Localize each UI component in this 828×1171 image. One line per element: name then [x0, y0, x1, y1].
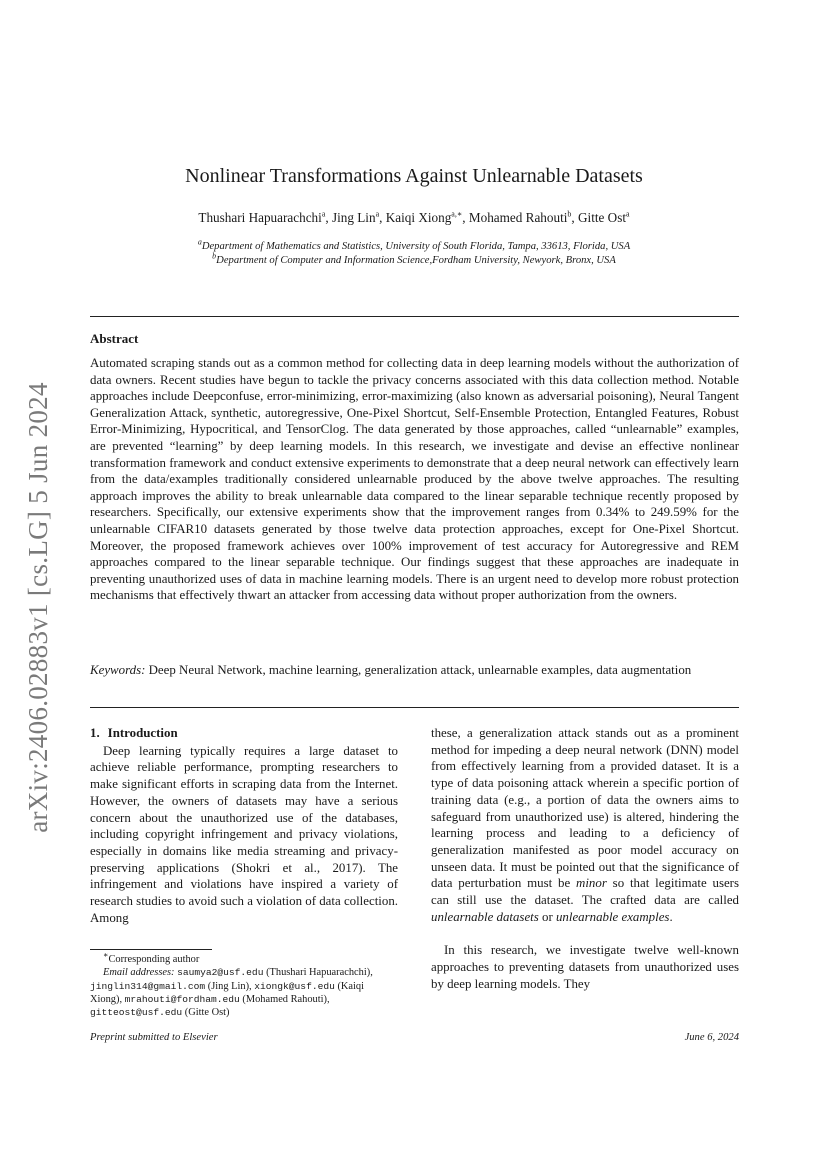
- arxiv-identifier-text: arXiv:2406.02883v1 [cs.LG] 5 Jun 2024: [22, 381, 53, 833]
- left-column: [90, 725, 398, 926]
- footer-date: June 6, 2024: [684, 1032, 739, 1043]
- affiliation-b: $^b$Department of Computer and Information Science,Fordham University, Newyork, Bronx, USA: [212, 251, 616, 266]
- abstract-top-rule: [90, 316, 739, 317]
- author: Jing Lin$^a$,: [331, 209, 386, 225]
- email-link[interactable]: mrahouti@fordham.edu: [124, 993, 240, 1005]
- abstract-heading: Abstract: [90, 331, 139, 346]
- author: Mohamed Rahouti$^b$,: [468, 209, 579, 225]
- section-number: 1.: [90, 726, 100, 740]
- footer-preprint-note: Preprint submitted to Elsevier: [90, 1032, 218, 1043]
- paper-title: Nonlinear Transformations Against Unlearnable Datasets: [185, 165, 643, 187]
- email-addresses: [90, 966, 398, 1019]
- affiliation-a: $^a$Department of Mathematics and Statistics, University of South Florida, Tampa, 33613, Florida, USA: [197, 237, 631, 252]
- author-list: [0, 210, 828, 226]
- intro-paragraph-1: Deep learning typically requires a large dataset to achieve reliable performance, prompting researchers to make significant efforts in scraping data from the Internet. However, the owners of datasets may have a serious concern about the unauthorized use of the databases, including copyright infringement and privacy violations, especially in domains like media streaming and privacy-preserving applications (Shokri et al., 2017). The infringement and violations have inspired a variety of research studies to avoid such a violation of data collection. Among: [90, 743, 398, 925]
- email-entry: jinglin314@gmail.com (Jing Lin),: [90, 980, 255, 992]
- abstract-body: Automated scraping stands out as a common method for collecting data in deep learning models without the authorization of data owners. Recent studies have begun to tackle the privacy concerns associated with this data collection method. Notable approaches include Deepconfuse, error-minimizing, error-maximizing (also known as adversarial poisoning), Neural Tangent Generalization Attack, synthetic, autoregressive, One-Pixel Shortcut, Self-Ensemble Protection, Entangled Features, Robust Error-Minimizing, Hypocritical, and TensorClog. The data generated by those approaches, called “unlearnable” examples, are prevented “learning” by deep learning models. In this research, we investigate and devise an effective nonlinear transformation framework and conduct extensive experiments to demonstrate that a deep neural network can effectively learn from the data/examples traditionally considered unlearnable produced by the above twelve approaches. The resulting approach improves the ability to break unlearnable data compared to the linear separable technique recently proposed by researchers. Specifically, our extensive experiments show that the improvement ranges from 0.34% to 249.59% for the unlearnable CIFAR10 datasets generated by those twelve data protection approaches, except for One-Pixel Shortcut. Moreover, the proposed framework achieves over 100% improvement of test accuracy for Autoregressive and REM approaches compared to the linear separable technique. Our findings suggest that these approaches are inadequate in preventing unauthorized uses of data in machine learning models. There is an urgent need to develop more robust protection mechanisms that effectively thwart an attacker from accessing data without proper authorization from the owners.: [90, 356, 739, 603]
- intro-paragraph-3: In this research, we investigate twelve well-known approaches to preventing datasets from unauthorized uses by deep learning models. They: [431, 943, 739, 991]
- email-entry: gitteost@usf.edu (Gitte Ost): [90, 1007, 230, 1019]
- author: Kaiqi Xiong$^{a,∗}$,: [385, 209, 469, 225]
- right-column: [431, 725, 739, 993]
- keywords: [90, 662, 739, 679]
- email-entry: xiongk@usf.edu (Kaiqi Xiong),: [90, 980, 365, 1005]
- keywords-text: Deep Neural Network, machine learning, generalization attack, unlearnable examples, data augmentation: [148, 663, 692, 677]
- author: Thushari Hapuarachchi$^a$,: [198, 209, 332, 225]
- section-heading-introduction: [90, 725, 398, 742]
- email-link[interactable]: gitteost@usf.edu: [90, 1007, 183, 1019]
- author: Gitte Ost$^a$: [578, 209, 630, 225]
- email-link[interactable]: saumya2@usf.edu: [177, 967, 264, 979]
- abstract-bottom-rule: [90, 707, 739, 708]
- keywords-label: Keywords:: [90, 663, 146, 677]
- email-entry: mrahouti@fordham.edu (Mohamed Rahouti),: [124, 993, 330, 1005]
- email-link[interactable]: xiongk@usf.edu: [254, 980, 335, 992]
- corresponding-author-note: ∗Corresponding author: [103, 950, 200, 965]
- affiliations: [0, 237, 828, 268]
- intro-paragraph-2: these, a generalization attack stands out as a prominent method for impeding a deep neural network (DNN) model from effectively learning from a provided dataset. It is a type of data poisoning attack wherein a specific portion of training data (e.g., a portion of data the owners aims to safeguard from unauthorized use) is altered, hindering the learning process and leading to a deficiency of generalization manifested as poor model accuracy on unseen data. It must be pointed out that the significance of data perturbation must be minor so that legitimate users can still use the dataset. The crafted data are called unlearnable datasets or unlearnable examples.: [431, 726, 739, 924]
- section-title: Introduction: [107, 726, 178, 740]
- email-link[interactable]: jinglin314@gmail.com: [90, 980, 206, 992]
- email-label: Email addresses:: [103, 967, 175, 979]
- arxiv-identifier: [18, 372, 58, 842]
- footnote: [90, 950, 398, 1019]
- email-entry: saumya2@usf.edu (Thushari Hapuarachchi),: [177, 967, 373, 979]
